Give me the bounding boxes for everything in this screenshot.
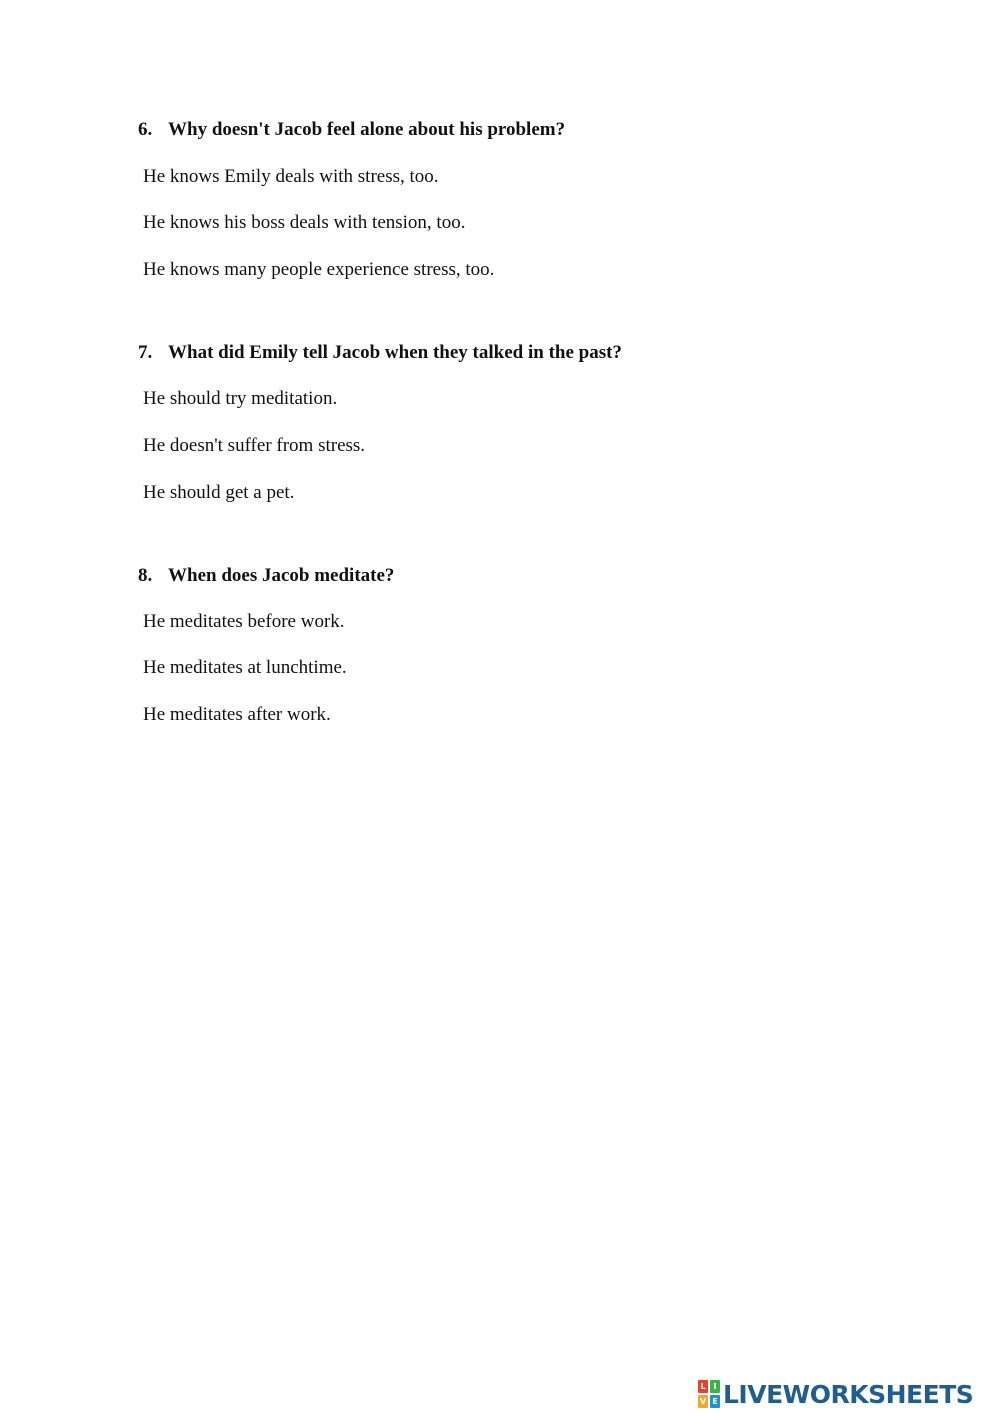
question-text: Why doesn't Jacob feel alone about his problem? — [168, 119, 566, 140]
liveworksheets-logo — [698, 1379, 973, 1409]
question-number: 8. — [138, 565, 153, 586]
logo-mark-letter: I — [710, 1380, 720, 1393]
question-number: 7. — [138, 342, 153, 363]
logo-mark-icon — [698, 1380, 720, 1408]
question-text: What did Emily tell Jacob when they talked in the past? — [168, 342, 622, 363]
answer-option[interactable]: He meditates at lunchtime. — [143, 657, 347, 678]
answer-option[interactable]: He knows many people experience stress, too. — [143, 259, 495, 280]
answer-option[interactable]: He meditates before work. — [143, 611, 345, 632]
answer-option[interactable]: He meditates after work. — [143, 704, 331, 725]
question-number: 6. — [138, 119, 153, 140]
question-heading — [138, 342, 622, 364]
answer-option[interactable]: He knows Emily deals with stress, too. — [143, 166, 439, 187]
question-heading — [138, 565, 394, 587]
logo-text: LIVEWORKSHEETS — [723, 1379, 974, 1409]
logo-mark-letter: V — [698, 1395, 708, 1408]
question-text: When does Jacob meditate? — [168, 565, 395, 586]
answer-option[interactable]: He should get a pet. — [143, 482, 295, 503]
answer-option[interactable]: He should try meditation. — [143, 388, 338, 409]
logo-mark-letter: L — [698, 1380, 708, 1393]
answer-option[interactable]: He knows his boss deals with tension, too. — [143, 212, 466, 233]
logo-mark-letter: E — [710, 1395, 720, 1408]
answer-option[interactable]: He doesn't suffer from stress. — [143, 435, 366, 456]
question-heading — [138, 119, 565, 141]
